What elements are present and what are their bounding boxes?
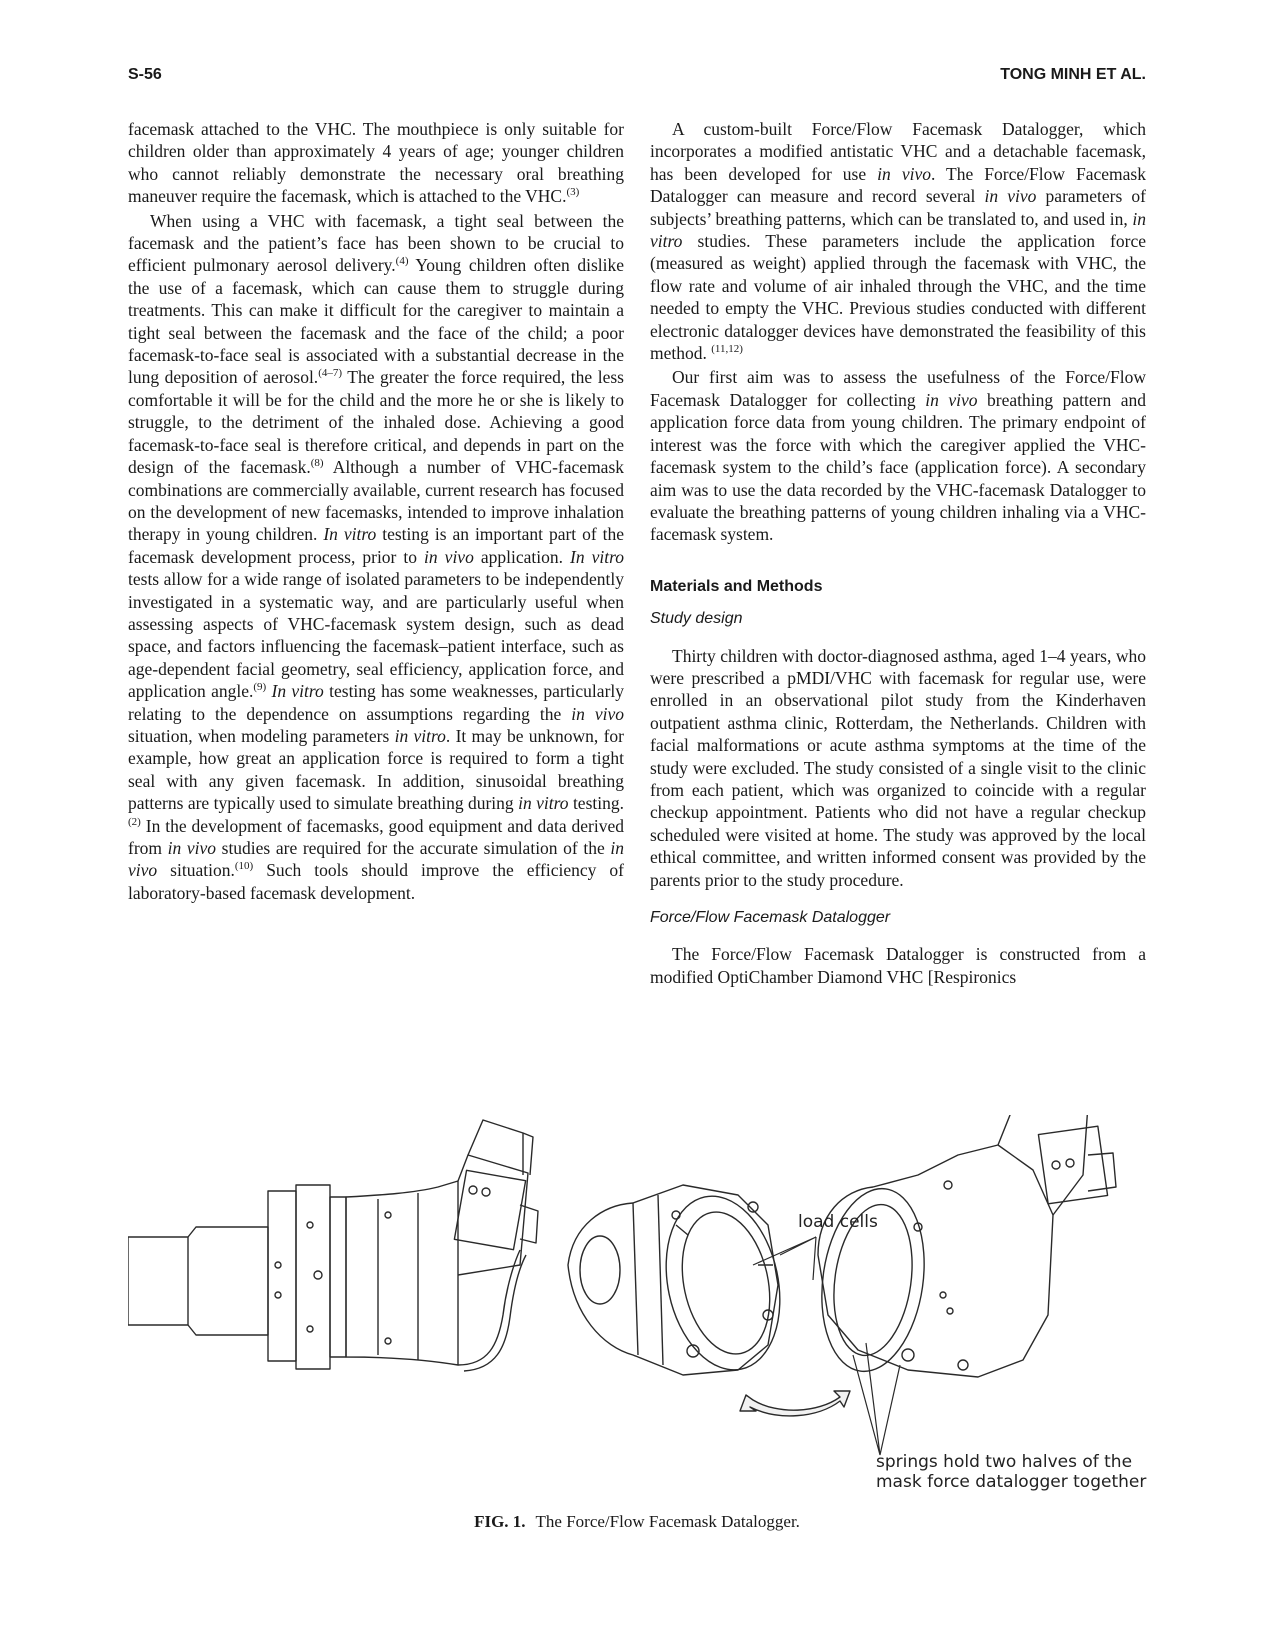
facemask-half-drawing: [568, 1185, 795, 1381]
running-head-authors: TONG MINH ET AL.: [1000, 66, 1146, 83]
caption-text: The Force/Flow Facemask Datalogger.: [535, 1512, 800, 1531]
paragraph: Our first aim was to assess the usefulness of the Force/Flow Facemask Datalogger for collecting in vivo breathing pattern and application force data from young children. The primary endpoint of interest was the force with which the caregiver applied the VHC-facemask system to the child’s face (application force). A secondary aim was to use the data recorded by the VHC-facemask Datalogger to evaluate the breathing patterns of young children inhaling via a VHC-facemask system.: [650, 367, 1146, 545]
running-head: [128, 66, 1146, 90]
caption-label: FIG. 1.: [474, 1512, 526, 1531]
paragraph: facemask attached to the VHC. The mouthpiece is only suitable for children older than approximately 4 years of age; younger children who cannot reliably demonstrate the necessary oral breathing maneuver require the facemask, which is attached to the VHC.$^{(3)}$: [128, 119, 624, 207]
paragraph: Thirty children with doctor-diagnosed asthma, aged 1–4 years, who were prescribed a pMDI/VHC with facemask for regular use, were enrolled in an observational pilot study from the Kinderhaven outpatient asthma clinic, Rotterdam, the Netherlands. Children with facial malformations or acute asthma symptoms at the time of the study were excluded. The study consisted of a single visit to the clinic from each patient, which was organized to coincide with a regular checkup appointment. Patients who did not have a regular checkup scheduled were visited at home. The study was approved by the local ethical committee, and written informed consent was provided by the parents prior to the study procedure.: [650, 645, 1146, 890]
page-number: S-56: [128, 66, 162, 83]
section-heading: Materials and Methods: [650, 577, 823, 595]
label-springs: springs hold two halves of the mask force datalogger together: [876, 1452, 1147, 1492]
paragraph: A custom-built Force/Flow Facemask Datalogger, which incorporates a modified antistatic VHC and a detachable facemask, has been developed for use in vivo. The Force/Flow Facemask Datalogger can measure and record several in vivo parameters of subjects’ breathing patterns, which can be translated to, and used in, in vitro studies. These parameters include the application force (measured as weight) applied through the facemask with VHC, the flow rate and volume of air inhaled through the VHC, and the time needed to empty the VHC. Previous studies conducted with different electronic datalogger devices have demonstrated the feasibility of this method. $^{(11,12)}$: [650, 119, 1147, 364]
figure-1: [128, 1115, 1148, 1500]
paragraph: The Force/Flow Facemask Datalogger is constructed from a modified OptiChamber Diamond VHC [Respironics: [650, 944, 1146, 987]
datalogger-illustration: [128, 1115, 1148, 1500]
subsection-heading: Study design: [650, 610, 743, 628]
right-column: [650, 118, 1146, 988]
left-column: [128, 118, 624, 904]
paragraph: When using a VHC with facemask, a tight seal between the facemask and the patient’s face has been shown to be crucial to efficient pulmonary aerosol delivery.$^{(4)}$ Young children often dislike the use of a facemask, which can cause them to struggle during treatments. This can make it difficult for the caregiver to maintain a tight seal between the facemask and the face of the child; a poor facemask-to-face seal is associated with a substantial decrease in the lung deposition of aerosol.$^{(4-7)}$ The greater the force required, the less comfortable it will be for the child and the more he or she is likely to struggle, to the detriment of the inhaled dose. Achieving a good facemask-to-face seal is therefore critical, and depends in part on the design of the facemask.$^{(8)}$ Although a number of VHC-facemask combinations are commercially available, current research has focused on the development of new facemasks, intended to improve inhalation therapy in young children. In vitro testing is an important part of the facemask development process, prior to in vivo application. In vitro tests allow for a wide range of isolated parameters to be independently investigated in a systematic way, and are particularly useful when assessing aspects of VHC-facemask system design, such as dead space, and factors influencing the facemask–patient interface, such as age-dependent facial geometry, seal efficiency, application force, and application angle.$^{(9)}$ In vitro testing has some weaknesses, particularly relating to the dependence on assumptions regarding the in vivo situation, when modeling parameters in vitro. It may be unknown, for example, how great an application force is required to form a tight seal with any given facemask. In addition, sinusoidal breathing patterns are typically used to simulate breathing during in vitro testing.$^{(2)}$ In the development of facemasks, good equipment and data derived from in vivo studies are required for the accurate simulation of the in vivo situation.$^{(10)}$ Such tools should improve the efficiency of laboratory-based facemask development.: [128, 210, 625, 903]
vhc-half-drawing: [811, 1115, 1116, 1378]
label-load-cells: load cells: [798, 1212, 878, 1232]
figure-caption: [128, 1512, 1146, 1532]
assembled-datalogger-drawing: [128, 1120, 538, 1371]
subsection-heading: Force/Flow Facemask Datalogger: [650, 909, 891, 926]
